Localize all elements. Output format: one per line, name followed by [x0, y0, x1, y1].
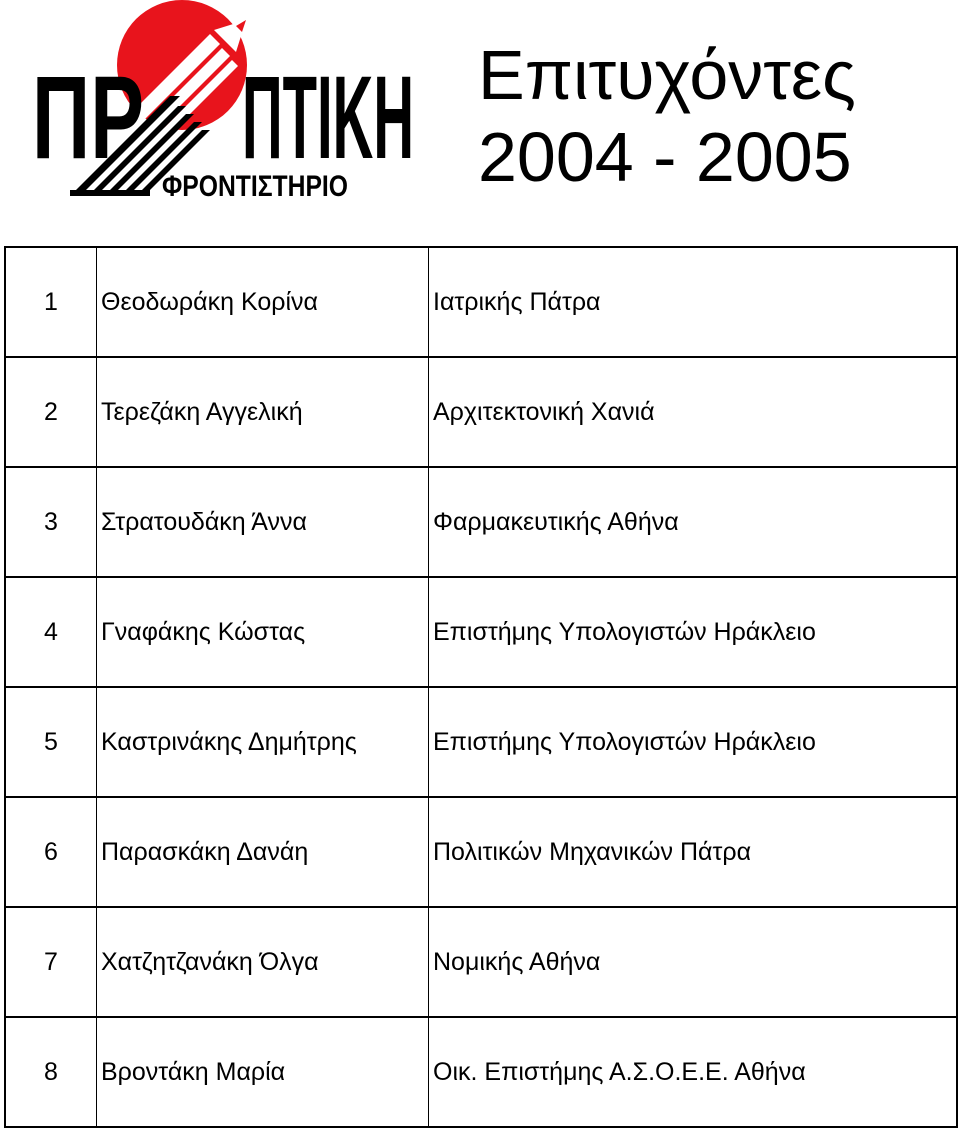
table-row: [5, 907, 957, 1017]
school-name: Πολιτικών Μηχανικών Πάτρα: [429, 797, 958, 907]
results-table-container: [4, 246, 958, 1128]
page-header: [0, 0, 960, 240]
logo-text-left: ΠΡ: [32, 52, 144, 184]
page-title: [478, 34, 856, 198]
row-number: 5: [5, 687, 97, 797]
student-name: Παρασκάκη Δανάη: [97, 797, 429, 907]
row-number: 8: [5, 1017, 97, 1127]
row-number: 1: [5, 247, 97, 357]
logo-subtitle: ΦΡΟΝΤΙΣΤΗΡΙΟ: [162, 170, 348, 203]
row-number: 6: [5, 797, 97, 907]
table-row: [5, 247, 957, 357]
school-name: Ιατρικής Πάτρα: [429, 247, 958, 357]
title-line-2: 2004 - 2005: [478, 118, 852, 196]
results-table: [4, 246, 958, 1128]
student-name: Γναφάκης Κώστας: [97, 577, 429, 687]
title-line-1: Επιτυχόντες: [478, 36, 856, 114]
table-row: [5, 1017, 957, 1127]
row-number: 7: [5, 907, 97, 1017]
row-number: 2: [5, 357, 97, 467]
table-row: [5, 467, 957, 577]
table-row: [5, 577, 957, 687]
student-name: Καστρινάκης Δημήτρης: [97, 687, 429, 797]
proptiki-logo: [10, 0, 440, 210]
logo-text-right: ΠΤΙΚΗ: [242, 52, 414, 184]
school-name: Επιστήμης Υπολογιστών Ηράκλειο: [429, 687, 958, 797]
student-name: Βροντάκη Μαρία: [97, 1017, 429, 1127]
student-name: Τερεζάκη Αγγελική: [97, 357, 429, 467]
school-name: Αρχιτεκτονική Χανιά: [429, 357, 958, 467]
row-number: 3: [5, 467, 97, 577]
student-name: Θεοδωράκη Κορίνα: [97, 247, 429, 357]
row-number: 4: [5, 577, 97, 687]
table-row: [5, 687, 957, 797]
table-row: [5, 357, 957, 467]
school-name: Επιστήμης Υπολογιστών Ηράκλειο: [429, 577, 958, 687]
school-name: Νομικής Αθήνα: [429, 907, 958, 1017]
student-name: Στρατουδάκη Άννα: [97, 467, 429, 577]
student-name: Χατζητζανάκη Όλγα: [97, 907, 429, 1017]
school-name: Οικ. Επιστήμης Α.Σ.Ο.Ε.Ε. Αθήνα: [429, 1017, 958, 1127]
school-name: Φαρμακευτικής Αθήνα: [429, 467, 958, 577]
table-row: [5, 797, 957, 907]
